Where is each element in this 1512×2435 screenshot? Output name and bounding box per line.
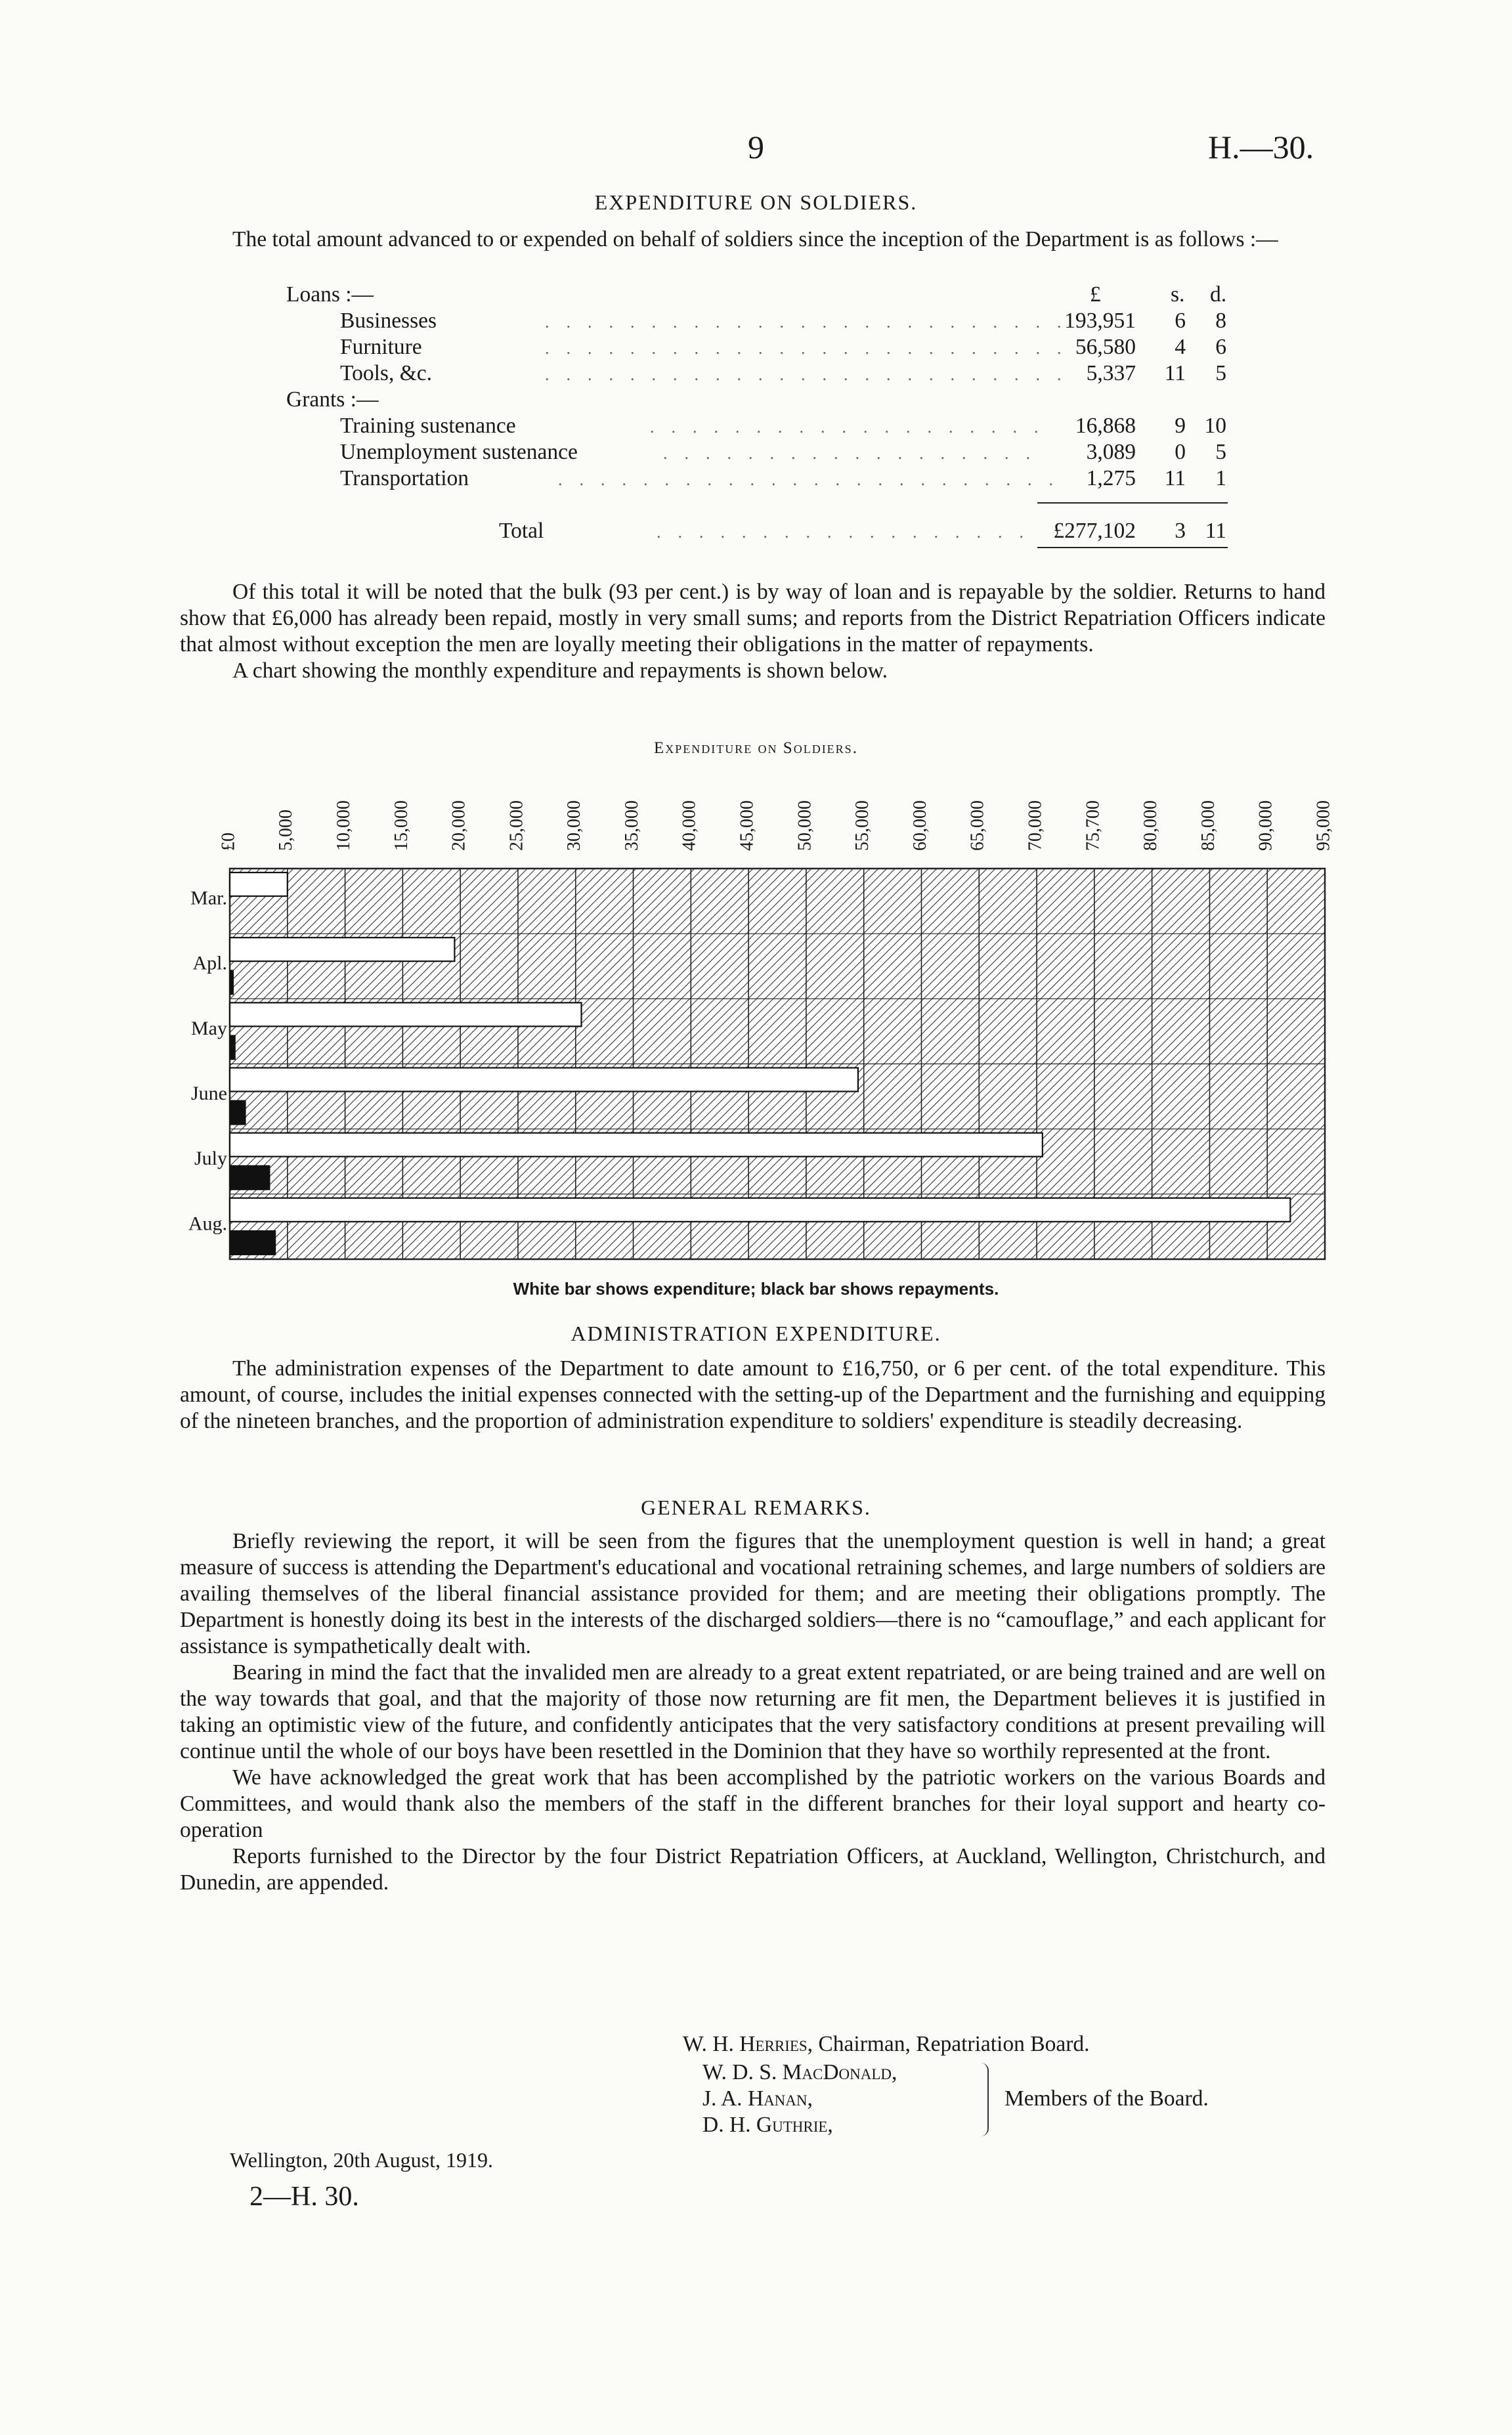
- leader-dots: .........................: [545, 312, 1079, 332]
- row-label: Training sustenance: [340, 414, 516, 438]
- x-tick-label: 85,000: [1198, 800, 1219, 851]
- x-tick-label: 90,000: [1255, 800, 1276, 851]
- x-tick-label: 45,000: [737, 800, 758, 851]
- total-pence: 11: [1205, 519, 1226, 543]
- row-shillings: 4: [1175, 335, 1186, 359]
- x-tick-label: £0: [218, 832, 239, 851]
- document-reference: H.—30.: [1208, 129, 1314, 165]
- intro-text: The total amount advanced to or expended on behalf of soldiers since the inception of the Department is as follows :—: [232, 227, 1278, 251]
- general-remarks-paragraphs: [180, 1528, 1326, 1896]
- member-name: J. A. Hanan,: [702, 2086, 813, 2111]
- expenditure-bar: [230, 1002, 582, 1026]
- members-brace: [978, 2063, 989, 2136]
- row-label: Businesses: [340, 309, 437, 333]
- total-rule: [1037, 502, 1228, 504]
- loans-label: Loans :—: [286, 282, 374, 307]
- loan-repayment-text: Of this total it will be noted that the bulk (93 per cent.) is by way of loan and is repayable by the soldier. Returns to hand show that £6,000 has already been repaid, mostly in very small sums; and reports from the District Repatriation Officers indicate that almost without exception the men are loyally meeting their obligations in the matter of repayments.: [180, 580, 1326, 657]
- leader-dots: ........................: [558, 470, 1070, 489]
- x-tick-label: 75,700: [1083, 800, 1104, 851]
- total-shillings: 3: [1175, 519, 1186, 543]
- members-role: Members of the Board.: [1004, 2086, 1209, 2111]
- x-tick-label: 65,000: [967, 800, 988, 851]
- row-shillings: 6: [1175, 309, 1186, 333]
- x-tick-label: 50,000: [794, 800, 815, 851]
- member-name: D. H. Guthrie,: [702, 2113, 833, 2137]
- row-pence: 10: [1204, 414, 1226, 438]
- intro-paragraph: [180, 226, 1326, 253]
- row-pence: 5: [1215, 361, 1226, 385]
- row-pounds: 1,275: [1086, 466, 1136, 490]
- expenditure-bar: [230, 1133, 1043, 1157]
- x-tick-label: 35,000: [621, 800, 642, 851]
- repayment-bar: [230, 1165, 270, 1190]
- header-pence: d.: [1210, 282, 1227, 307]
- page-number: 9: [748, 129, 764, 165]
- x-tick-label: 30,000: [564, 800, 585, 851]
- chart-title: Expenditure on Soldiers.: [654, 739, 858, 757]
- loan-paragraphs: [180, 579, 1326, 684]
- row-pence: 1: [1215, 466, 1226, 490]
- x-tick-label: 25,000: [506, 800, 527, 851]
- row-label: Transportation: [340, 466, 469, 490]
- row-pounds: 56,580: [1075, 335, 1136, 359]
- month-label: May: [191, 1017, 227, 1039]
- header-shillings: s.: [1171, 282, 1185, 307]
- expenditure-bar: [230, 1198, 1290, 1222]
- x-tick-label: 15,000: [391, 800, 412, 851]
- sheet-reference: 2—H. 30.: [249, 2182, 359, 2212]
- row-shillings: 0: [1175, 440, 1186, 464]
- x-tick-label: 40,000: [679, 800, 700, 851]
- expenditure-bar: [230, 1068, 858, 1092]
- x-tick-label: 60,000: [909, 800, 930, 851]
- remarks-paragraph: Briefly reviewing the report, it will be seen from the figures that the unemployment question is well in hand; a great measure of success is attending the Department's educational and vocational retraining schemes, and large numbers of soldiers are availing themselves of the liberal financial assistance provided for them; and are meeting their obligations promptly. The Department is honestly doing its best in the interests of the discharged soldiers—there is no “camouflage,” and each applicant for assistance is sympathetically dealt with.: [180, 1529, 1326, 1658]
- row-pounds: 16,868: [1075, 414, 1136, 438]
- row-shillings: 9: [1175, 414, 1186, 438]
- x-tick-label: 80,000: [1140, 800, 1161, 851]
- section-title-expenditure: EXPENDITURE ON SOLDIERS.: [594, 190, 918, 214]
- chairman-name: W. H. Herries,: [683, 2032, 813, 2056]
- row-pence: 6: [1215, 335, 1226, 359]
- row-shillings: 11: [1164, 466, 1186, 490]
- leader-dots: ...................: [650, 418, 1056, 437]
- month-label: Mar.: [190, 887, 227, 909]
- chairman-role: Chairman, Repatriation Board.: [818, 2032, 1090, 2056]
- row-pounds: 3,089: [1086, 440, 1136, 464]
- place-date: Wellington, 20th August, 1919.: [230, 2148, 493, 2172]
- row-shillings: 11: [1164, 361, 1186, 385]
- month-label: July: [194, 1148, 227, 1170]
- row-label: Tools, &c.: [340, 361, 433, 385]
- repayment-bar: [230, 1100, 246, 1125]
- row-pounds: 5,337: [1086, 361, 1136, 385]
- repayment-bar: [230, 1035, 236, 1060]
- chart-intro-text: A chart showing the monthly expenditure and repayments is shown below.: [232, 658, 888, 683]
- month-label: Aug.: [188, 1213, 227, 1235]
- x-tick-label: 70,000: [1025, 800, 1046, 851]
- repayment-bar: [230, 1230, 276, 1255]
- member-name: W. D. S. MacDonald,: [702, 2060, 897, 2084]
- x-tick-label: 95,000: [1313, 800, 1334, 851]
- leader-dots: ..................: [663, 444, 1047, 463]
- x-tick-label: 5,000: [276, 809, 297, 851]
- leader-dots: ..................: [657, 523, 1041, 542]
- leader-dots: .........................: [545, 339, 1079, 358]
- total-label: Total: [499, 519, 544, 543]
- row-pounds: 193,951: [1064, 309, 1136, 333]
- row-label: Furniture: [340, 335, 422, 359]
- x-tick-label: 55,000: [852, 800, 873, 851]
- section-title-administration: ADMINISTRATION EXPENDITURE.: [571, 1322, 941, 1345]
- row-pence: 5: [1215, 440, 1226, 464]
- leader-dots: .........................: [545, 365, 1079, 384]
- x-tick-label: 20,000: [448, 800, 469, 851]
- grants-label: Grants :—: [286, 387, 379, 412]
- remarks-paragraph: We have acknowledged the great work that has been accomplished by the patriotic workers on the various Boards and Committees, and would thank also the members of the staff in the different branches for their loyal support and hearty co-operation: [180, 1765, 1326, 1842]
- chart-plot-area: [230, 869, 1325, 1259]
- expenditure-bar: [230, 937, 454, 961]
- x-tick-label: 10,000: [334, 800, 355, 851]
- chart-caption: White bar shows expenditure; black bar shows repayments.: [513, 1279, 999, 1299]
- header-pounds: £: [1090, 282, 1101, 307]
- total-pounds: £277,102: [1053, 519, 1136, 543]
- remarks-paragraph: Bearing in mind the fact that the invalided men are already to a great extent repatriated, or are being trained and are well on the way towards that goal, and that the majority of those now returning are fit men, the Department believes it is justified in taking an optimistic view of the future, and confidently anticipates that the very satisfactory conditions at present prevailing will continue until the whole of our boys have been resettled in the Dominion that they have so worthily represented at the front.: [180, 1660, 1326, 1763]
- month-label: Apl.: [192, 952, 227, 974]
- row-label: Unemployment sustenance: [340, 440, 578, 464]
- repayment-bar: [230, 970, 234, 995]
- section-title-general-remarks: GENERAL REMARKS.: [641, 1496, 871, 1519]
- administration-paragraph: [180, 1356, 1326, 1434]
- administration-text: The administration expenses of the Department to date amount to £16,750, or 6 per cent. of the total expenditure. This amount, of course, includes the initial expenses connected with the setting-up of the Department and the furnishing and equipping of the nineteen branches, and the proportion of administration expenditure to soldiers' expenditure is steadily decreasing.: [180, 1356, 1326, 1433]
- expenditure-bar: [230, 873, 288, 896]
- total-rule-bottom: [1037, 547, 1228, 548]
- row-pence: 8: [1215, 309, 1226, 333]
- chairman-signature: [683, 2032, 1089, 2057]
- remarks-paragraph: Reports furnished to the Director by the four District Repatriation Officers, at Auckland, Wellington, Christchurch, and Dunedin, are appended.: [180, 1844, 1326, 1895]
- month-label: June: [191, 1082, 227, 1104]
